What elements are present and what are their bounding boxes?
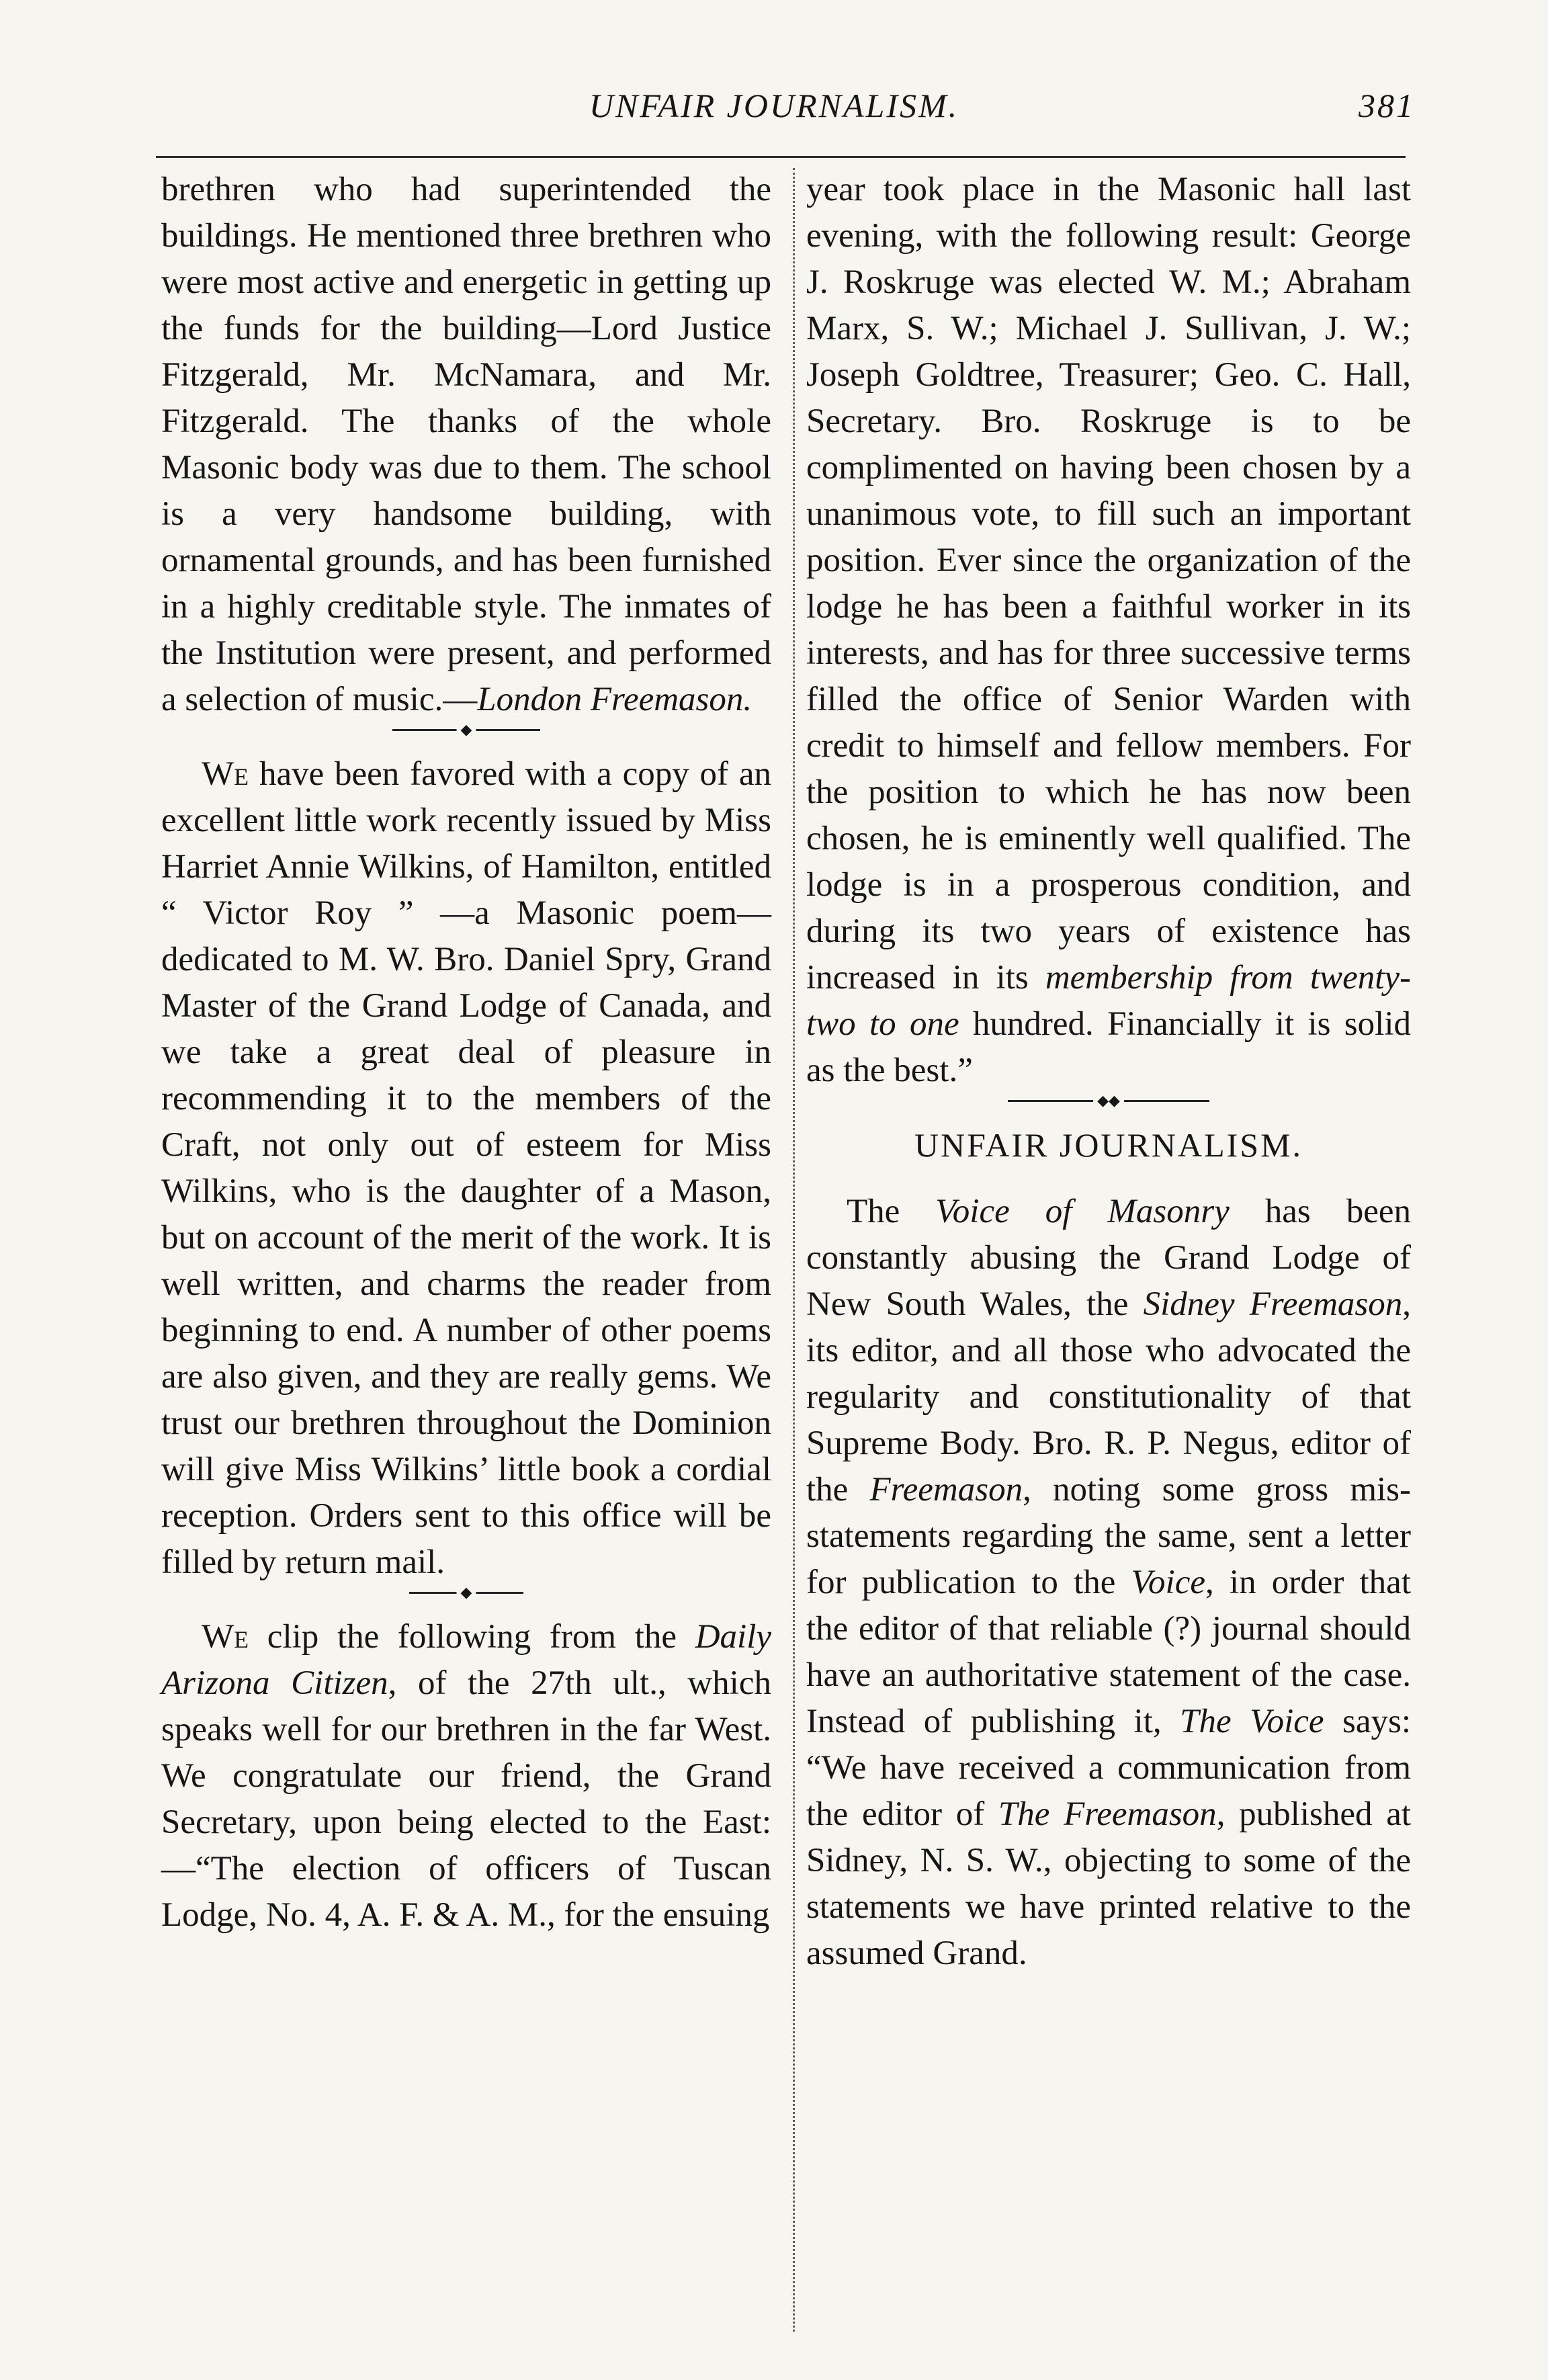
paragraph-text: have been favored with a copy of an excellent little work recently issued by Miss Harriet Annie Wilkins, of Hamilton, entitled “ Victor Roy ” —a Masonic poem—dedicated to M. W. Bro. Daniel Spry, Grand Master of the Grand Lodge of Canada, and we take a great deal of pleasure in recommending it to the members of the Craft, not only out of esteem for Miss Wilkins, who is the daughter of a Mason, but on account of the merit of the work. It is well written, and charms the reader from beginning to end. A number of other poems are also given, and they are really gems. We trust our brethren throughout the Dominion will give Miss Wilkins’ little book a cordial reception. Orders sent to this office will be filled by return mail. bbox=[161, 755, 771, 1581]
paragraph-text: has been constantly abusing the Grand Lodge of New South Wales, the bbox=[806, 1193, 1411, 1323]
left-column bbox=[161, 167, 771, 1939]
paragraph-fitzgerald bbox=[161, 167, 771, 723]
paragraph-text: year took place in the Masonic hall last evening, with the following result: George J. Roskruge was elected W. M.; Abraham Marx, S. W.; Michael J. Sullivan, J. W.; Joseph Goldtree, Treasurer; Geo. C. Hall, Secretary. Bro. Roskruge is to be complimented on having been chosen by a unanimous vote, to fill such an important position. Ever since the organization of the lodge he has been a faithful worker in its interests, and has for three successive terms filled the office of Senior Warden with credit to himself and fellow members. For the position to which he has now been chosen, he is eminently well qualified. The lodge is in a prosperous condition, and during its two years of existence has increased in its bbox=[806, 171, 1411, 996]
running-title: UNFAIR JOURNALISM. bbox=[589, 87, 959, 124]
paragraph-text: , of the 27th ult., which speaks well for our brethren in the far West. We congratulate our friend, the Grand Secretary, upon being elected to the East:—“The election of officers of Tuscan Lodge, No. 4, A. F. & A. M., for the ensuing bbox=[161, 1664, 771, 1934]
running-head bbox=[0, 86, 1548, 133]
paragraph-text: The bbox=[847, 1193, 936, 1230]
ornament-icon: ◆ bbox=[457, 1586, 476, 1599]
drop-word: We bbox=[202, 1618, 249, 1656]
header-rule bbox=[156, 156, 1406, 158]
newspaper-name: Daily Arizona Citizen bbox=[161, 1618, 771, 1702]
publication-name: Voice of Masonry bbox=[935, 1193, 1230, 1230]
publication-name: Freemason bbox=[869, 1471, 1023, 1508]
separator-rule bbox=[392, 723, 540, 736]
paragraph-election bbox=[806, 167, 1411, 1094]
publication-name: The Voice bbox=[1180, 1703, 1324, 1740]
paragraph-text: brethren who had superintended the buildings. He mentioned three brethren who were most active and energetic in getting up the funds for the building—Lord Justice Fitzgerald, Mr. McNamara, and Mr. Fitzgerald. The thanks of the whole Masonic body was due to them. The school is a very handsome building, with ornamental grounds, and has been furnished in a highly creditable style. The inmates of the Institution were present, and performed a selection of music.— bbox=[161, 171, 771, 718]
paragraph-text: , its editor, and all those who advocated the regularity and constitutionality of that Supreme Body. Bro. R. P. Negus, editor of the bbox=[806, 1285, 1411, 1508]
page-number: 381 bbox=[1359, 87, 1415, 124]
paragraph-arizona bbox=[161, 1614, 771, 1939]
paragraph-victor-roy bbox=[161, 751, 771, 1586]
publication-name: Sidney Freemason bbox=[1143, 1285, 1403, 1323]
paragraph-text: , noting some gross mis-statements regarding the same, sent a letter for publication to the bbox=[806, 1471, 1411, 1601]
paragraph-text: clip the following from the bbox=[249, 1618, 695, 1656]
publication-name: Voice bbox=[1131, 1564, 1205, 1601]
paragraph-text: , published at Sidney, N. S. W., objecting to some of the statements we have printed relative to the assumed Grand. bbox=[806, 1795, 1411, 1972]
section-title: UNFAIR JOURNALISM. bbox=[914, 1126, 1303, 1164]
publication-name: The Freemason bbox=[998, 1795, 1217, 1833]
column-divider bbox=[793, 168, 795, 2332]
ornament-icon: ◆◆ bbox=[1093, 1094, 1124, 1107]
source-citation: London Freemason. bbox=[477, 681, 752, 718]
paragraph-unfair-journalism bbox=[806, 1189, 1411, 1977]
drop-word: We bbox=[202, 755, 249, 793]
separator-rule bbox=[1008, 1094, 1209, 1107]
italic-phrase: membership from twenty-two to one bbox=[806, 959, 1411, 1043]
paragraph-text: , in order that the editor of that reliable (?) journal should have an authoritative statement of the case. Instead of publishing it, bbox=[806, 1564, 1411, 1740]
right-column bbox=[806, 167, 1411, 1977]
paragraph-text: hundred. Financially it is solid as the best.” bbox=[806, 1005, 1411, 1089]
ornament-icon: ◆ bbox=[457, 723, 476, 736]
paragraph-text: says: “We have received a communication from the editor of bbox=[806, 1703, 1412, 1833]
separator-rule bbox=[409, 1586, 523, 1599]
